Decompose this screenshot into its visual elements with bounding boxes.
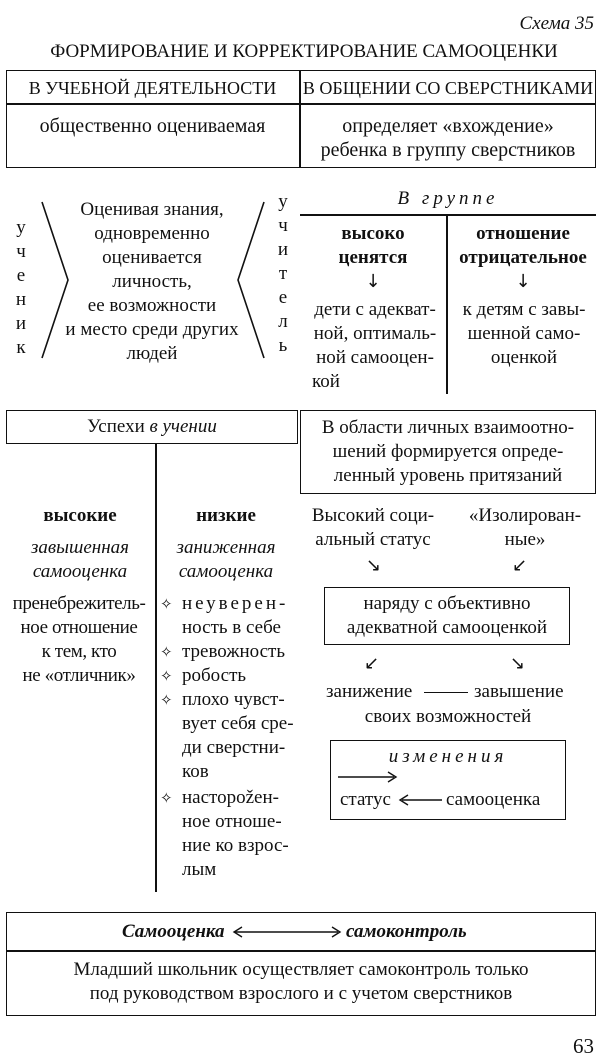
high-status-line: Высокий соци- <box>311 505 435 526</box>
study-high-text-line: не «отличник» <box>22 665 136 686</box>
bottom-box-divider <box>6 950 596 952</box>
top-table-row-divider <box>6 103 596 105</box>
study-high-text-line: пренебрежитель- <box>12 593 146 614</box>
double-line-connector <box>424 692 468 693</box>
study-low-sub <box>158 536 294 584</box>
study-low-item <box>160 592 304 640</box>
group-right-text-line: к детям с завы- <box>462 299 586 320</box>
evaluation-line: личность, <box>112 271 192 292</box>
evaluation-line: одновременно <box>94 223 210 244</box>
evaluation-line: и место среди других <box>65 319 239 340</box>
arrow-down-right-icon: ↘ <box>510 653 526 674</box>
study-low-sub-line: самооценка <box>178 561 274 582</box>
status-label: статус <box>340 789 391 810</box>
evaluation-text <box>62 198 242 366</box>
high-status-line: альный статус <box>315 529 431 550</box>
study-high-sub <box>6 536 154 584</box>
arrow-left-icon <box>398 793 444 807</box>
study-low-item-line: ние ко взрос- <box>182 835 289 856</box>
study-low-item-line: вует себя сре- <box>182 713 294 734</box>
diamond-bullet-icon: ✧ <box>160 691 173 709</box>
right-chevron-arrow <box>234 200 266 360</box>
overestimation: завышение <box>474 681 564 702</box>
top-table-col1-header: В УЧЕБНОЙ ДЕЯТЕЛЬНОСТИ <box>28 78 277 98</box>
arrow-down-left-icon: ↙ <box>364 653 380 674</box>
top-table-col1-cell: общественно оцениваемая <box>39 115 266 137</box>
study-low-item-line: робость <box>182 665 247 686</box>
group-header-line <box>300 214 596 216</box>
study-low-item-line: ди сверстни- <box>182 737 286 758</box>
bottom-text <box>6 958 596 1006</box>
teacher-letter: ч <box>278 215 288 236</box>
high-status <box>300 504 446 552</box>
bottom-right-term: самоконтроль <box>346 921 467 942</box>
evaluation-line: Оценивая знания, <box>80 199 224 220</box>
arrow-down-icon: ↓ <box>515 271 531 292</box>
diamond-bullet-icon: ✧ <box>160 643 173 661</box>
relations-line: В области личных взаимоотно- <box>321 417 575 438</box>
student-letter: и <box>15 313 27 334</box>
study-low-item <box>160 688 304 784</box>
study-high-sub-line: самооценка <box>32 561 128 582</box>
middle-box-line: наряду с объективно <box>363 593 531 614</box>
group-left-text-line: кой <box>312 371 340 392</box>
evaluation-line: ее возможности <box>87 295 217 316</box>
study-high-title: высокие <box>43 505 117 526</box>
relations-line: шений формируется опреде- <box>332 441 564 462</box>
teacher-letter: ь <box>278 335 288 356</box>
group-right-text-line: шенной само- <box>467 323 581 344</box>
relations-text <box>300 416 596 488</box>
group-right-text-line: оценкой <box>490 347 558 368</box>
isolated-line: ные» <box>504 529 546 550</box>
isolated-line: «Изолирован- <box>468 505 582 526</box>
study-low-item-line: ное отноше- <box>182 811 282 832</box>
study-low-item <box>160 640 304 664</box>
diamond-bullet-icon: ✧ <box>160 595 173 613</box>
study-divider <box>155 444 157 892</box>
study-low-item-line: настороžен- <box>182 787 279 808</box>
study-high-text <box>4 592 154 688</box>
study-low-title: низкие <box>196 505 256 526</box>
group-left-text-line: ной, оптималь- <box>313 323 437 344</box>
group-right-title <box>448 222 598 270</box>
arrow-down-left-icon: ↙ <box>512 555 528 576</box>
top-table-col2-cell-line2: ребенка в группу сверстников <box>320 139 576 161</box>
diamond-bullet-icon: ✧ <box>160 789 173 807</box>
page-title: ФОРМИРОВАНИЕ И КОРРЕКТИРОВАНИЕ САМООЦЕНКИ <box>50 41 558 62</box>
bottom-left-term: Самооценка <box>122 921 225 942</box>
self-esteem-label: самооценка <box>446 789 541 810</box>
own-abilities: своих возможностей <box>364 706 532 727</box>
study-high-sub-line: завышенная <box>31 537 129 558</box>
teacher-letter: у <box>278 191 288 212</box>
teacher-letter: е <box>278 287 288 308</box>
top-table-col2-header: В ОБЩЕНИИ СО СВЕРСТНИКАМИ <box>302 78 594 98</box>
study-high-text-line: к тем, кто <box>41 641 117 662</box>
study-low-item-line: ность в себе <box>182 617 281 638</box>
teacher-letter: л <box>278 311 288 332</box>
diamond-bullet-icon: ✧ <box>160 667 173 685</box>
group-left-title-line: ценятся <box>338 247 408 268</box>
study-success-plain: Успехи <box>87 416 150 437</box>
group-left-title-line: высоко <box>341 223 405 244</box>
group-right-title-line: отношение <box>476 223 570 244</box>
arrow-down-icon: ↓ <box>365 271 381 292</box>
underestimation: занижение <box>326 681 413 702</box>
group-header: В группе <box>397 188 499 209</box>
student-letter: к <box>16 337 26 358</box>
study-high-text-line: ное отношение <box>20 617 138 638</box>
bottom-text-line: под руководством взрослого и с учетом сверстников <box>89 983 513 1004</box>
isolated <box>452 504 598 552</box>
study-low-item-line: лым <box>182 859 217 880</box>
middle-box-line: адекватной самооценкой <box>346 617 548 638</box>
group-right-text <box>450 298 598 370</box>
double-arrow-icon <box>232 925 342 939</box>
scheme-label: Схема 35 <box>519 13 594 34</box>
relations-line: ленный уровень притязаний <box>333 465 563 486</box>
student-letter: у <box>16 217 26 238</box>
evaluation-line: оценивается <box>102 247 202 268</box>
top-table-col2-cell-line1: определяет «вхождение» <box>342 115 554 137</box>
bottom-text-line: Младший школьник осуществляет самоконтроль только <box>73 959 529 980</box>
study-success-italic: в учении <box>149 416 217 437</box>
group-right-title-line: отрицательное <box>459 247 587 268</box>
group-left-title <box>300 222 446 270</box>
group-left-text-line: дети с адекват- <box>314 299 436 320</box>
study-low-item-line: ков <box>182 761 209 782</box>
study-success-header <box>6 415 298 439</box>
student-letter: ч <box>16 241 26 262</box>
group-left-text <box>304 298 446 394</box>
changes-title: изменения <box>388 746 508 767</box>
teacher-letter: и <box>277 239 289 260</box>
study-low-item-line: тревожность <box>182 641 286 662</box>
page-number: 63 <box>573 1034 594 1058</box>
study-low-item-line: неуверен- <box>182 593 289 614</box>
middle-box-text <box>324 592 570 640</box>
arrow-down-right-icon: ↘ <box>366 555 382 576</box>
study-low-item <box>160 786 304 882</box>
study-low-sub-line: заниженная <box>176 537 276 558</box>
arrow-right-icon <box>336 770 400 784</box>
study-low-item-line: плохо чувст- <box>182 689 285 710</box>
teacher-letter: т <box>278 263 288 284</box>
student-letter: е <box>16 265 26 286</box>
group-left-text-line: ной самооцен- <box>316 347 434 368</box>
study-low-item <box>160 664 304 688</box>
student-letter: н <box>15 289 27 310</box>
evaluation-line: людей <box>126 343 178 364</box>
